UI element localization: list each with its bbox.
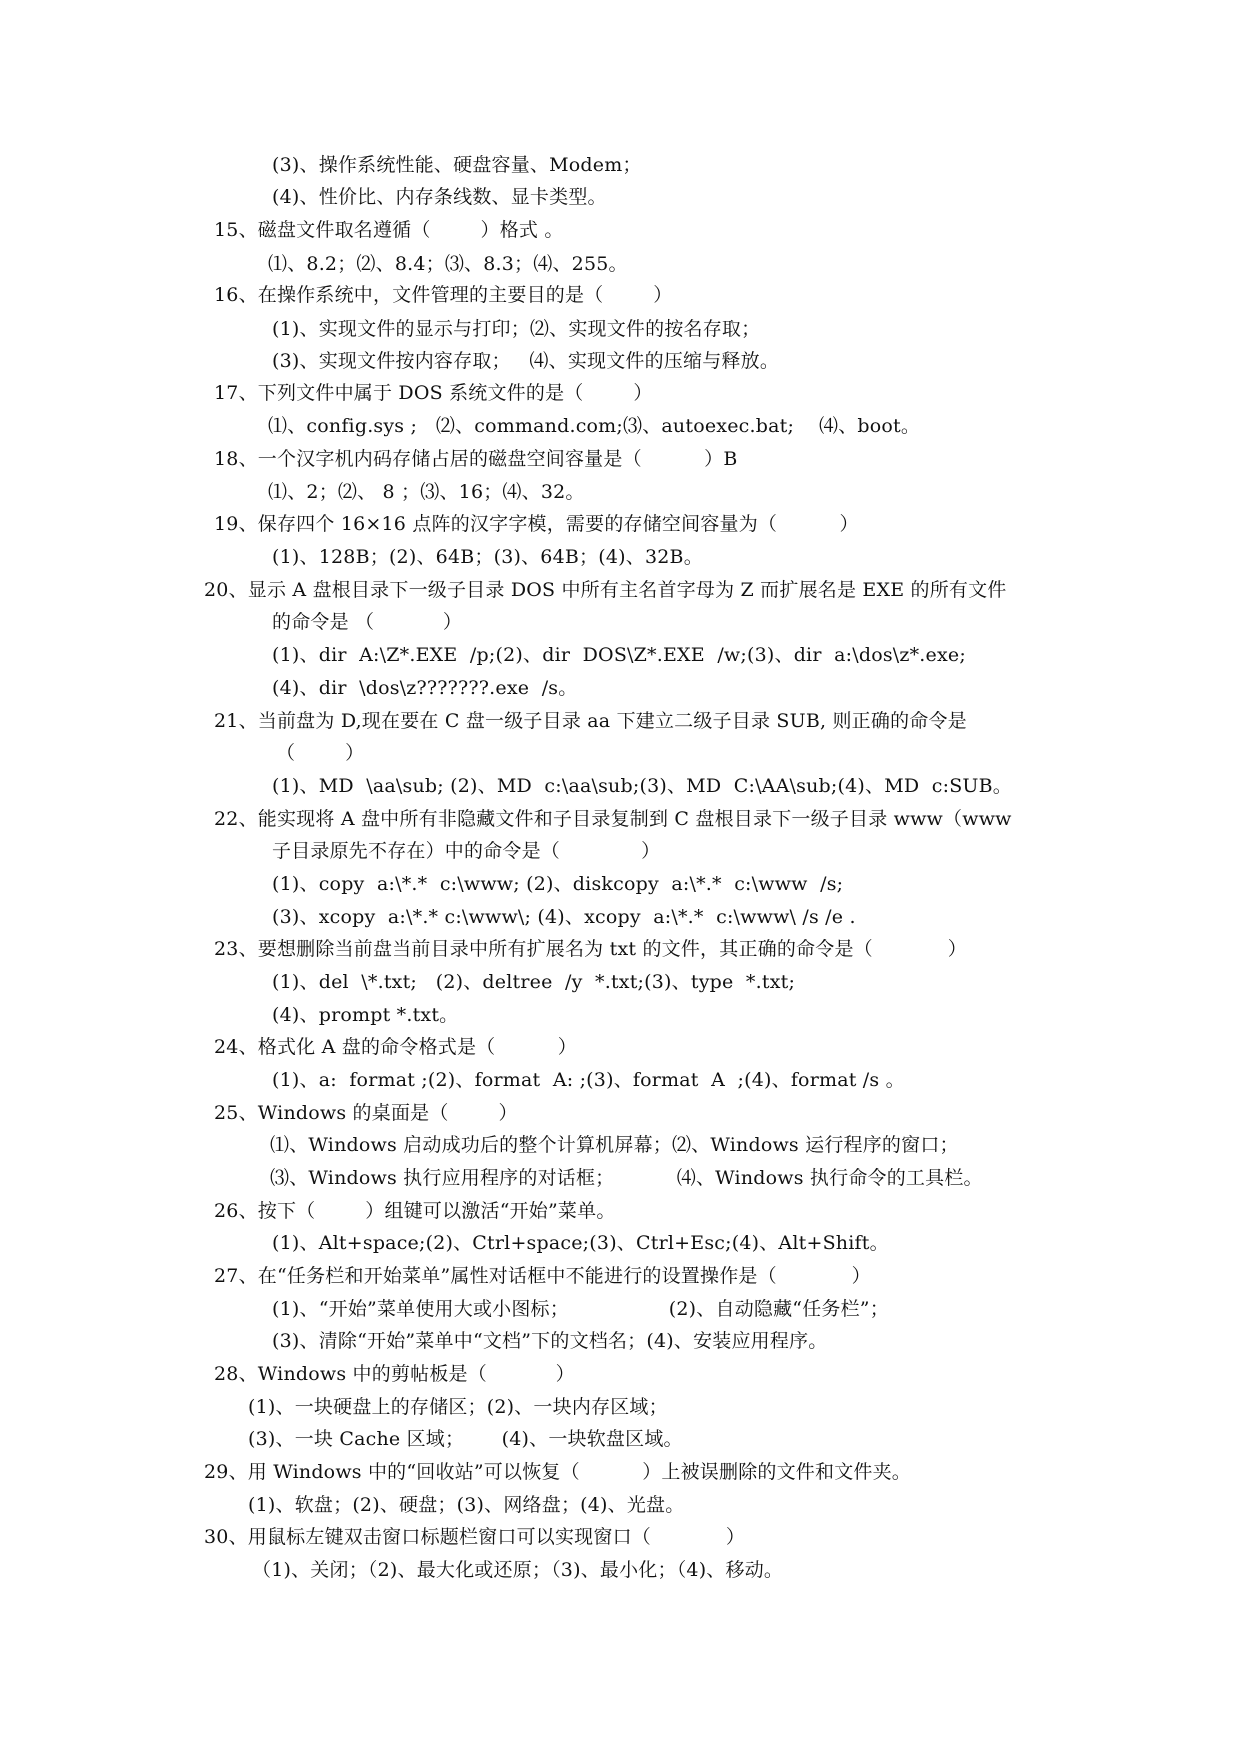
question-25: 25、Windows 的桌面是（ ） — [214, 1102, 518, 1124]
question-23: 23、要想删除当前盘当前目录中所有扩展名为 txt 的文件，其正确的命令是（ ） — [214, 938, 967, 960]
option-line: ⑴、Windows 启动成功后的整个计算机屏幕；⑵、Windows 运行程序的窗口； — [270, 1134, 959, 1156]
question-18: 18、一个汉字机内码存储占居的磁盘空间容量是（ ）B — [214, 448, 738, 470]
option-line: (4)、性价比、内存条线数、显卡类型。 — [272, 186, 607, 208]
option-line: (1)、copy a:\*.* c:\www; (2)、diskcopy a:\*.* c:\www /s; — [272, 873, 844, 895]
question-29: 29、用 Windows 中的“回收站”可以恢复（ ）上被误删除的文件和文件夹。 — [204, 1461, 912, 1483]
question-19: 19、保存四个 16×16 点阵的汉字字模，需要的存储空间容量为（ ） — [214, 513, 859, 535]
option-line: (1)、软盘；(2)、硬盘；(3)、网络盘；(4)、光盘。 — [248, 1494, 685, 1516]
question-22-continued: 子目录原先不存在）中的命令是（ ） — [272, 840, 661, 862]
option-line: ⑶、Windows 执行应用程序的对话框； ⑷、Windows 执行命令的工具栏。 — [270, 1167, 983, 1189]
option-line: (1)、del \*.txt; (2)、deltree /y *.txt;(3)、type *.txt; — [272, 971, 796, 993]
option-line: ⑴、2；⑵、 8 ；⑶、16；⑷、32。 — [268, 481, 585, 503]
option-line: (3)、清除“开始”菜单中“文档”下的文档名；(4)、安装应用程序。 — [272, 1330, 828, 1352]
question-24: 24、格式化 A 盘的命令格式是（ ） — [214, 1036, 577, 1058]
question-30: 30、用鼠标左键双击窗口标题栏窗口可以实现窗口（ ） — [204, 1526, 746, 1548]
question-17: 17、下列文件中属于 DOS 系统文件的是（ ） — [214, 382, 653, 404]
question-21-continued: （ ） — [276, 742, 365, 764]
option-line: (4)、dir \dos\z???????.exe /s。 — [272, 677, 578, 699]
question-27: 27、在“任务栏和开始菜单”属性对话框中不能进行的设置操作是（ ） — [214, 1265, 871, 1287]
question-21: 21、当前盘为 D,现在要在 C 盘一级子目录 aa 下建立二级子目录 SUB, 则正确的命令是 — [214, 710, 967, 732]
question-26: 26、按下（ ）组键可以激活“开始”菜单。 — [214, 1200, 616, 1222]
option-line: (1)、128B；(2)、64B；(3)、64B；(4)、32B。 — [272, 546, 703, 568]
option-line: (3)、一块 Cache 区域； (4)、一块软盘区域。 — [248, 1428, 683, 1450]
option-line: (1)、一块硬盘上的存储区；(2)、一块内存区域； — [248, 1396, 668, 1418]
question-15: 15、磁盘文件取名遵循（ ）格式 。 — [214, 219, 564, 241]
question-28: 28、Windows 中的剪帖板是（ ） — [214, 1363, 575, 1385]
option-line: (4)、prompt *.txt。 — [272, 1004, 459, 1026]
option-line: (1)、实现文件的显示与打印；⑵、实现文件的按名存取； — [272, 318, 761, 340]
question-22: 22、能实现将 A 盘中所有非隐藏文件和子目录复制到 C 盘根目录下一级子目录 www（www — [214, 808, 1012, 830]
option-line: (1)、“开始”菜单使用大或小图标； (2)、自动隐藏“任务栏”； — [272, 1298, 889, 1320]
option-line: (1)、dir A:\Z*.EXE /p;(2)、dir DOS\Z*.EXE /w;(3)、dir a:\dos\z*.exe; — [272, 644, 966, 666]
option-line: (1)、MD \aa\sub; (2)、MD c:\aa\sub;(3)、MD C:\AA\sub;(4)、MD c:SUB。 — [272, 775, 1012, 797]
option-line: (3)、实现文件按内容存取； ⑷、实现文件的压缩与释放。 — [272, 350, 780, 372]
option-line: ⑴、8.2；⑵、8.4；⑶、8.3；⑷、255。 — [268, 253, 628, 275]
option-line: (3)、xcopy a:\*.* c:\www\; (4)、xcopy a:\*.* c:\www\ /s /e . — [272, 906, 856, 928]
question-16: 16、在操作系统中，文件管理的主要目的是（ ） — [214, 284, 673, 306]
option-line: （1)、关闭；（2)、最大化或还原；（3)、最小化；（4)、移动。 — [252, 1559, 784, 1581]
option-line: ⑴、config.sys ; ⑵、command.com;⑶、autoexec.bat; ⑷、boot。 — [268, 415, 921, 437]
question-20: 20、显示 A 盘根目录下一级子目录 DOS 中所有主名首字母为 Z 而扩展名是 EXE 的所有文件 — [204, 579, 1007, 601]
option-line: (3)、操作系统性能、硬盘容量、Modem； — [272, 154, 642, 176]
question-20-continued: 的命令是 （ ） — [272, 611, 463, 633]
option-line: (1)、a: format ;(2)、format A: ;(3)、format A ;(4)、format /s 。 — [272, 1069, 905, 1091]
option-line: (1)、Alt+space;(2)、Ctrl+space;(3)、Ctrl+Esc;(4)、Alt+Shift。 — [272, 1232, 889, 1254]
